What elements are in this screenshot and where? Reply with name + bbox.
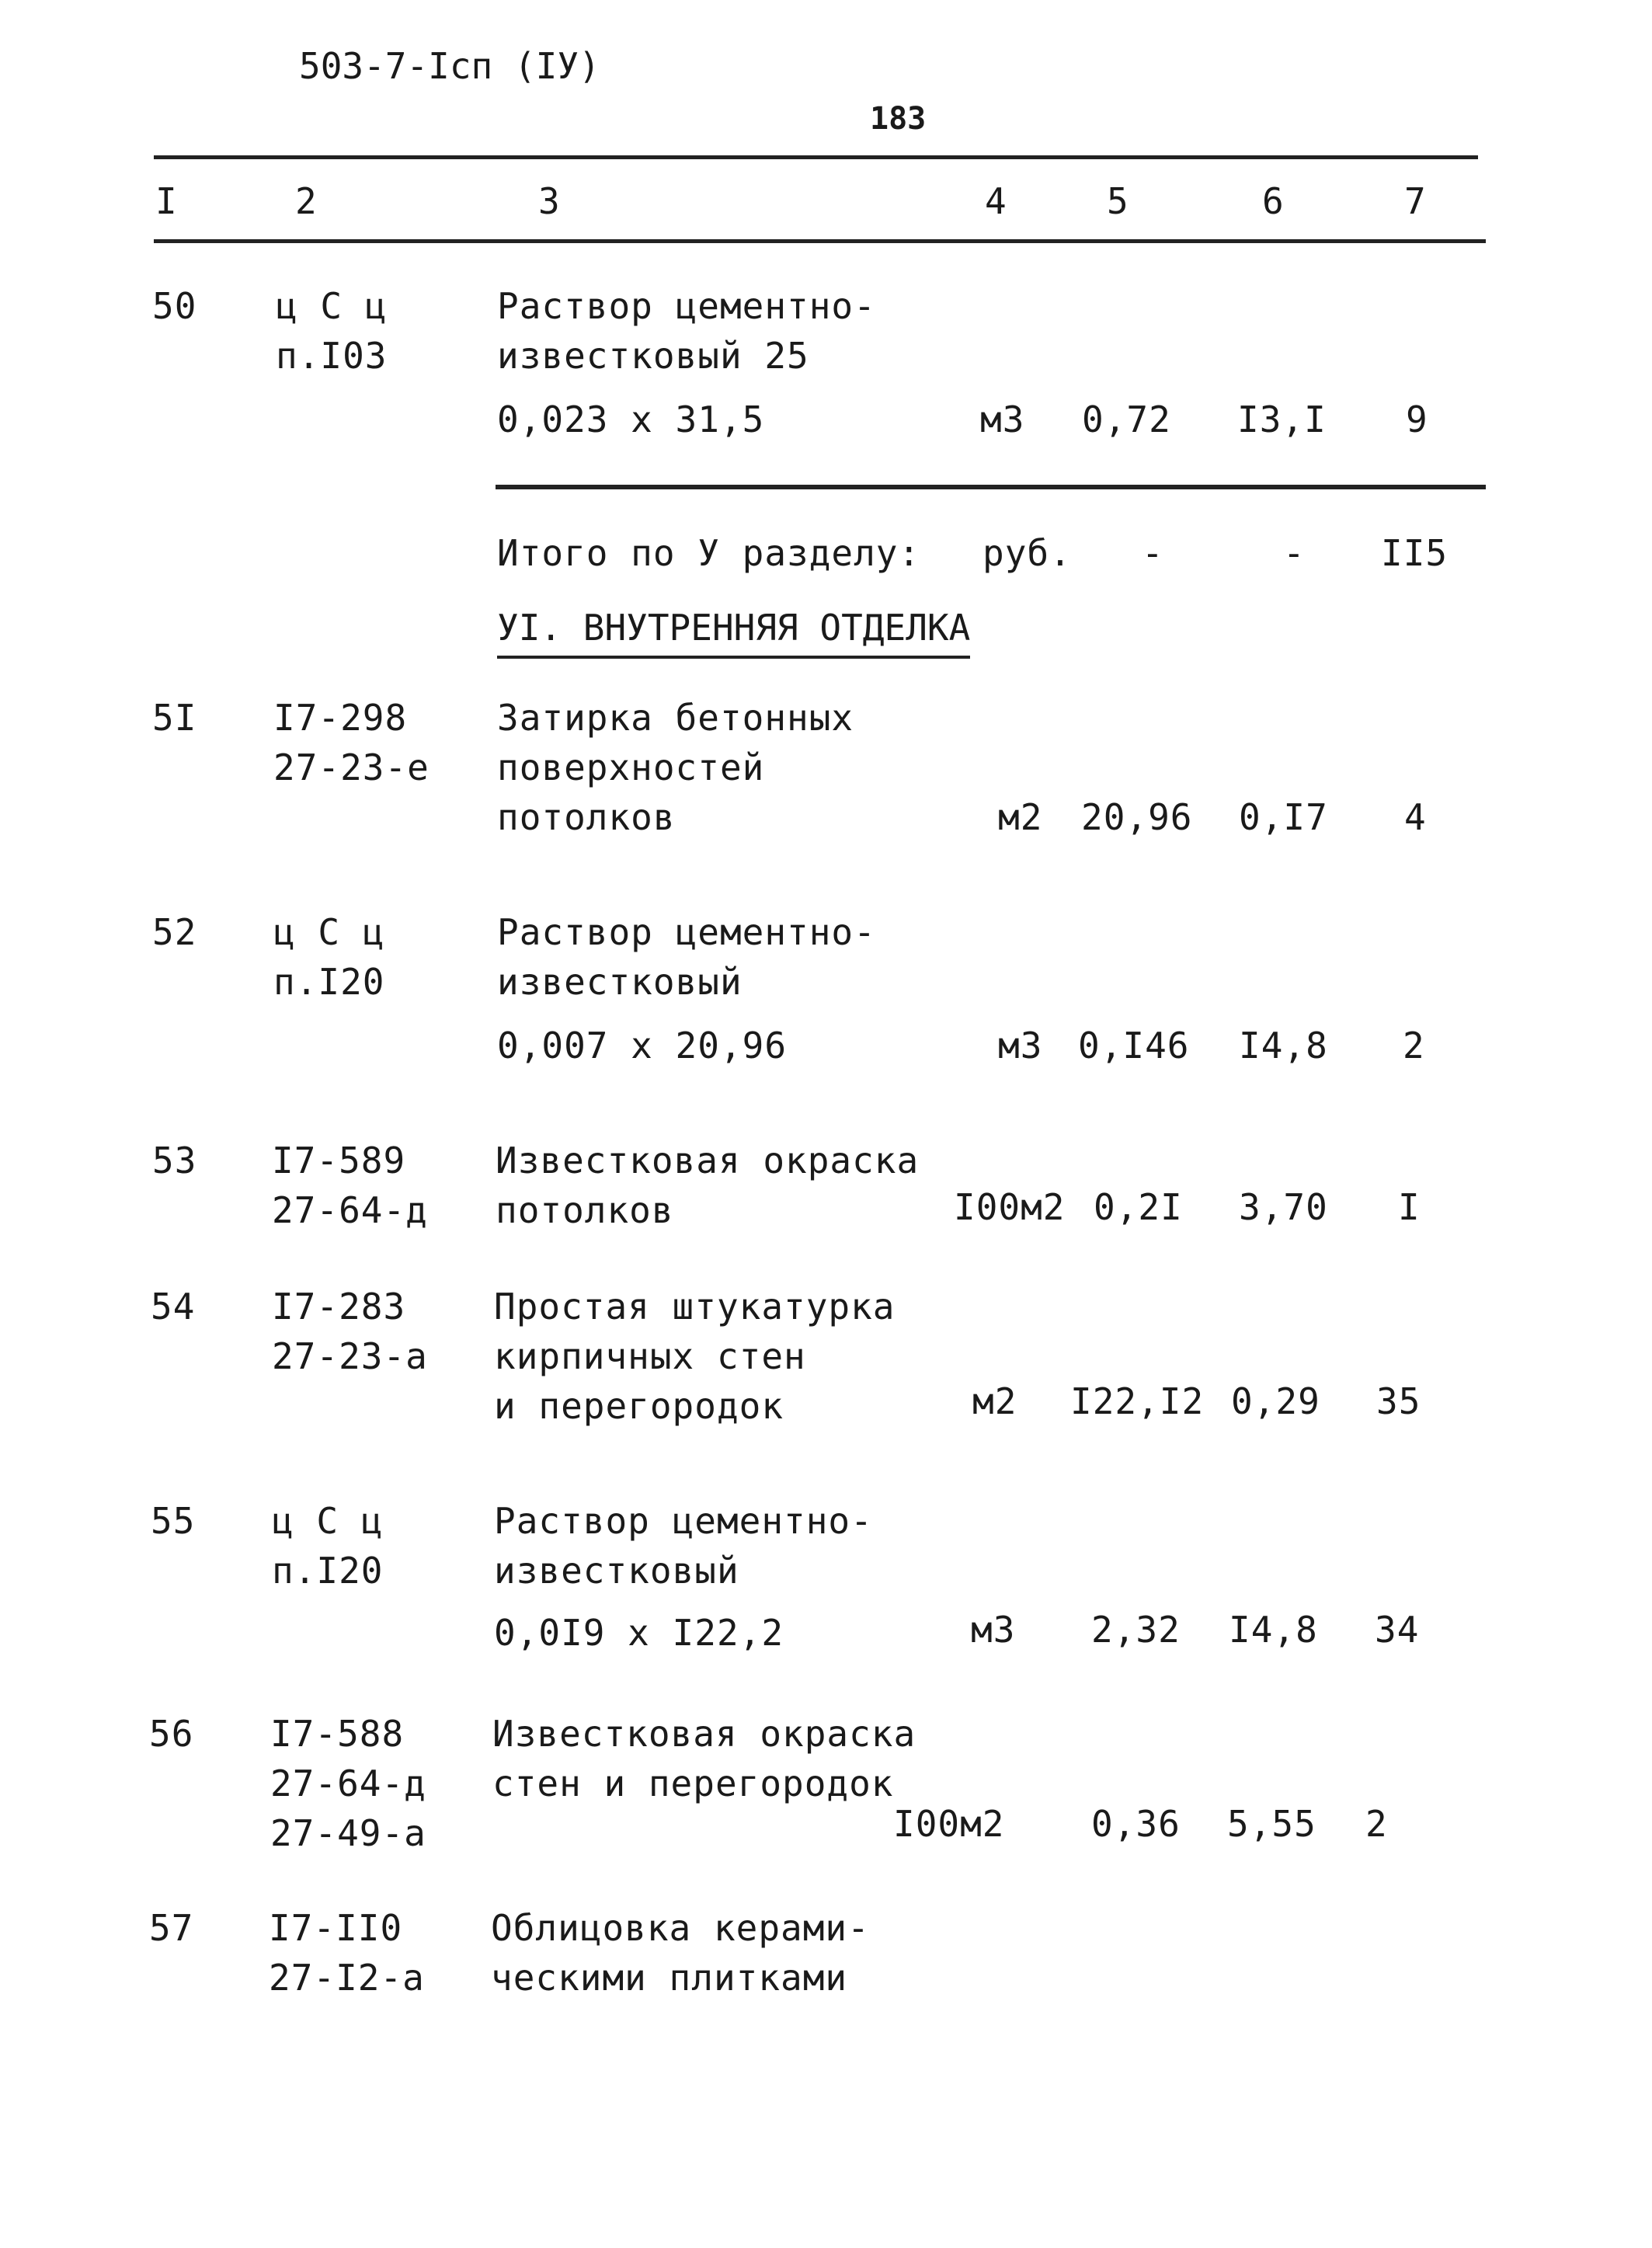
- subtotal-label: Итого по У разделу:: [497, 532, 921, 574]
- column-header-4: 4: [985, 180, 1007, 222]
- row-total: 34: [1375, 1609, 1420, 1651]
- row-description-line: известковый: [497, 961, 743, 1003]
- row-code-line: 27-49-а: [270, 1812, 426, 1854]
- row-price: 5,55: [1227, 1803, 1316, 1845]
- row-description-line: поверхностей: [497, 746, 765, 788]
- row-code-line: 27-64-д: [272, 1189, 428, 1231]
- row-description-line: 0,023 х 31,5: [497, 398, 765, 440]
- row-description-line: кирпичных стен: [494, 1335, 806, 1377]
- row-code-line: ц С ц: [273, 911, 385, 953]
- header-bottom-rule: [154, 239, 1486, 243]
- subtotal-unit: руб.: [983, 532, 1072, 574]
- row-number: 50: [152, 285, 197, 327]
- row-quantity: 2,32: [1091, 1609, 1181, 1651]
- row-description-line: известковый: [494, 1550, 739, 1592]
- row-price: 3,70: [1239, 1186, 1328, 1228]
- row-code-line: п.I20: [273, 961, 385, 1003]
- header-top-rule: [154, 155, 1478, 159]
- subtotal-quantity: -: [1142, 532, 1164, 574]
- row-code-line: ц С ц: [276, 285, 388, 327]
- row-unit: м2: [998, 796, 1043, 838]
- row-code-line: 27-23-а: [272, 1335, 428, 1377]
- row-price: I4,8: [1229, 1609, 1318, 1651]
- column-header-2: 2: [295, 180, 317, 222]
- column-header-3: 3: [538, 180, 560, 222]
- row-unit: м3: [998, 1025, 1043, 1067]
- row-number: 53: [152, 1140, 197, 1181]
- row-number: 56: [149, 1713, 194, 1755]
- row-price: I4,8: [1239, 1025, 1328, 1067]
- row-description-line: известковый 25: [497, 335, 809, 377]
- row-description-line: Затирка бетонных: [497, 697, 854, 739]
- column-header-1: I: [155, 180, 177, 222]
- row-code-line: ц С ц: [272, 1500, 384, 1542]
- row-unit: м3: [971, 1609, 1016, 1651]
- row-number: 55: [151, 1500, 196, 1542]
- row-description-line: Раствор цементно-: [497, 911, 876, 953]
- row-unit: м2: [972, 1380, 1017, 1422]
- row-total: I: [1398, 1186, 1421, 1228]
- row-number: 54: [151, 1286, 196, 1328]
- row-quantity: 0,72: [1082, 398, 1171, 440]
- row-total: 35: [1376, 1380, 1421, 1422]
- row-description-line: Раствор цементно-: [497, 285, 876, 327]
- row-number: 52: [152, 911, 197, 953]
- row-code-line: п.I03: [276, 335, 388, 377]
- column-header-6: 6: [1262, 180, 1284, 222]
- subtotal-price: -: [1283, 532, 1306, 574]
- row-description-line: потолков: [497, 796, 676, 838]
- row-description-line: Известковая окраска: [496, 1140, 920, 1181]
- row-description-line: Известковая окраска: [492, 1713, 916, 1755]
- section-title: УI. ВНУТРЕННЯЯ ОТДЕЛКА: [497, 603, 970, 659]
- page-number: 183: [870, 101, 927, 137]
- row-total: 2: [1403, 1025, 1425, 1067]
- row-unit: I00м2: [893, 1803, 1005, 1845]
- column-header-5: 5: [1107, 180, 1129, 222]
- row-code-line: 27-23-е: [273, 746, 430, 788]
- row-total: 4: [1404, 796, 1427, 838]
- row-description-line: Облицовка керами-: [491, 1907, 870, 1949]
- column-header-7: 7: [1404, 180, 1426, 222]
- row-total: 9: [1406, 398, 1428, 440]
- row-code-line: 27-I2-а: [269, 1957, 425, 1999]
- row-total: 2: [1365, 1803, 1388, 1845]
- row-code-line: 27-64-д: [270, 1763, 426, 1804]
- row-quantity: 0,36: [1091, 1803, 1181, 1845]
- row-quantity: 0,2I: [1094, 1186, 1183, 1228]
- row-quantity: 0,I46: [1078, 1025, 1190, 1067]
- row-code-line: I7-283: [272, 1286, 406, 1328]
- subtotal-rule: [496, 485, 1486, 489]
- row-description-line: и перегородок: [494, 1385, 784, 1427]
- row-quantity: 20,96: [1081, 796, 1193, 838]
- document-code: 503-7-Iсп (IУ): [299, 45, 600, 87]
- row-code-line: I7-II0: [269, 1907, 403, 1949]
- row-number: 5I: [152, 697, 197, 739]
- row-description-line: стен и перегородок: [492, 1763, 894, 1804]
- row-unit: I00м2: [954, 1186, 1066, 1228]
- row-price: 0,I7: [1239, 796, 1328, 838]
- row-number: 57: [149, 1907, 194, 1949]
- row-description-line: Раствор цементно-: [494, 1500, 873, 1542]
- row-description-line: Простая штукатурка: [494, 1286, 896, 1328]
- row-description-line: 0,007 х 20,96: [497, 1025, 788, 1067]
- row-code-line: I7-588: [270, 1713, 405, 1755]
- row-price: I3,I: [1237, 398, 1327, 440]
- row-unit: м3: [980, 398, 1025, 440]
- row-quantity: I22,I2: [1070, 1380, 1205, 1422]
- row-code-line: I7-298: [273, 697, 408, 739]
- row-description-line: потолков: [496, 1189, 674, 1231]
- subtotal-total: II5: [1381, 532, 1449, 574]
- row-description-line: 0,0I9 х I22,2: [494, 1612, 784, 1654]
- row-code-line: п.I20: [272, 1550, 384, 1592]
- row-code-line: I7-589: [272, 1140, 406, 1181]
- row-price: 0,29: [1231, 1380, 1320, 1422]
- row-description-line: ческими плитками: [491, 1957, 848, 1999]
